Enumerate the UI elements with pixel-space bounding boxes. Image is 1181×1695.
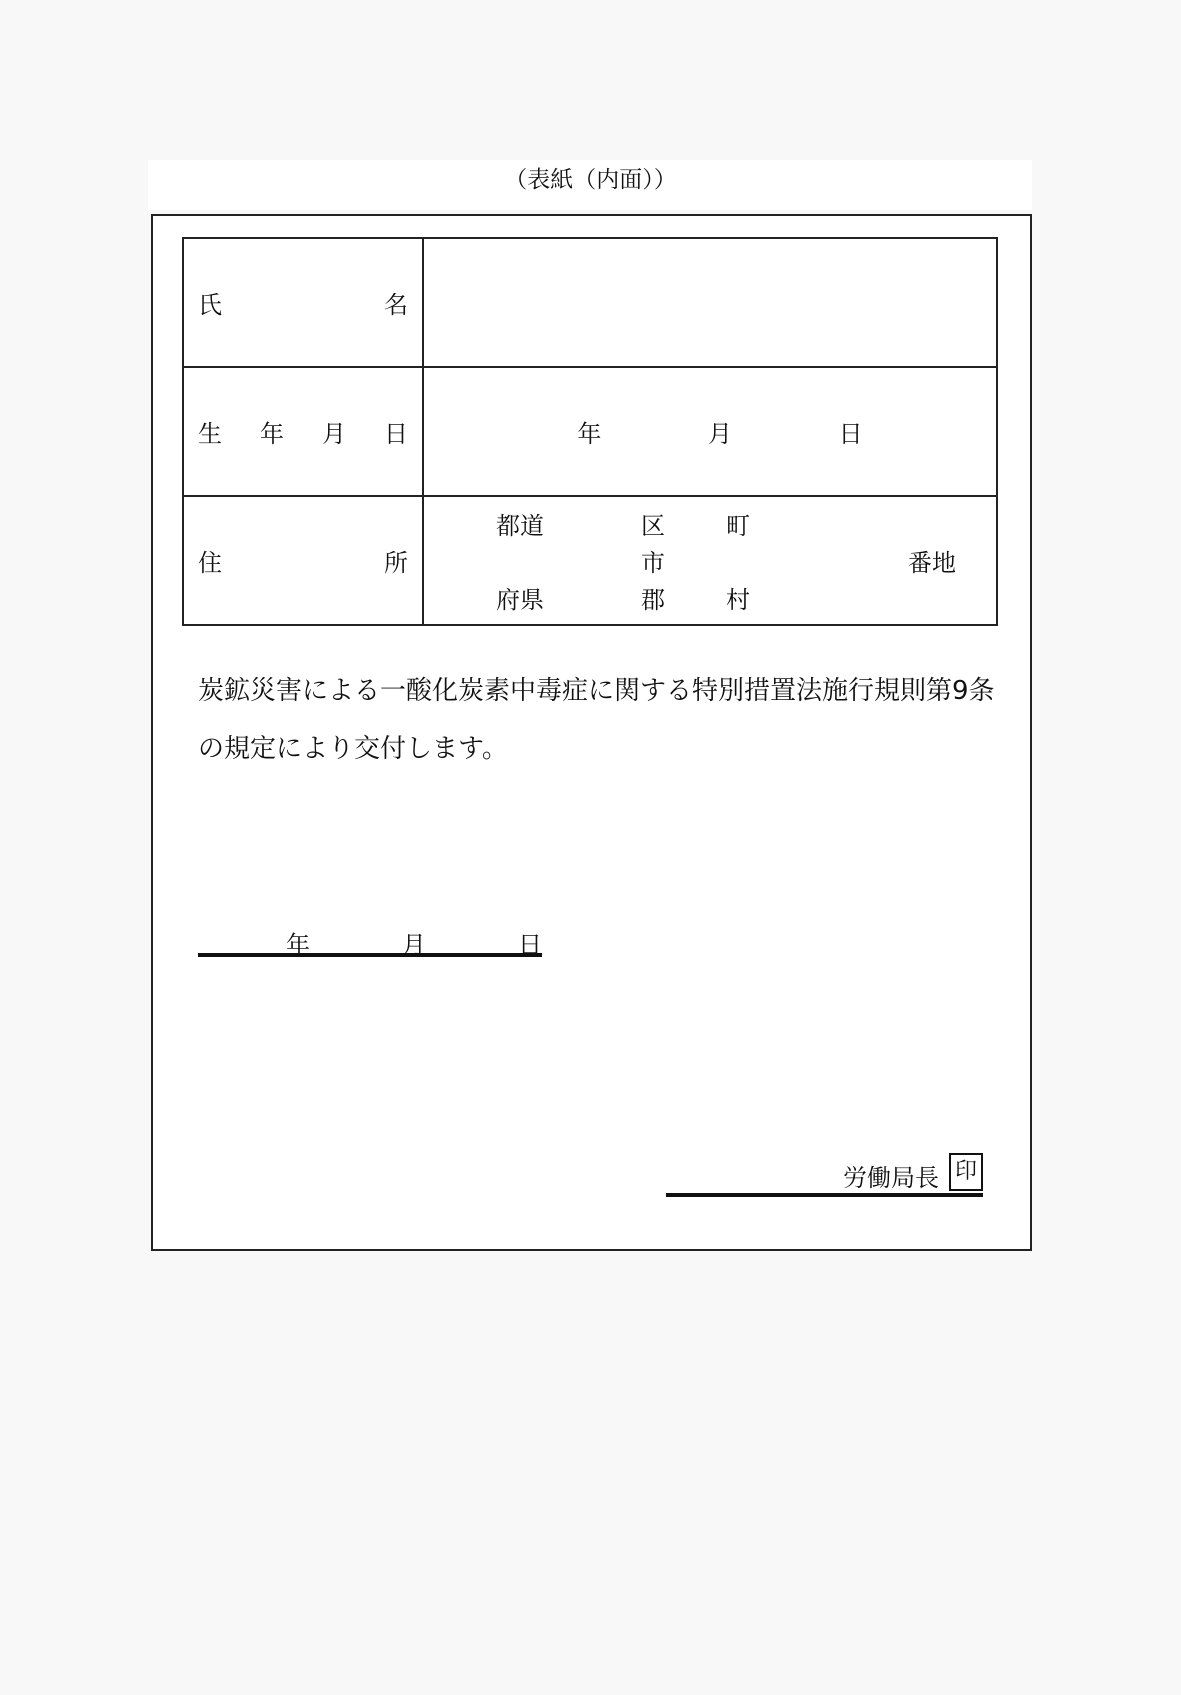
issue-day: 日: [518, 931, 542, 959]
name-label-cell: [183, 238, 423, 367]
county: 郡: [641, 586, 665, 614]
ward: 区: [641, 512, 665, 540]
signature-field[interactable]: [666, 1155, 983, 1197]
issue-date-field[interactable]: [198, 925, 542, 957]
issue-year: 年: [286, 931, 310, 959]
issuance-statement: 炭鉱災害による一酸化炭素中毒症に関する特別措置法施行規則第9条の規定により交付します。: [198, 676, 995, 764]
address-field[interactable]: [423, 496, 997, 625]
prefecture-todo: 都道: [496, 512, 544, 540]
dob-month: 月: [707, 420, 732, 448]
city: 市: [641, 549, 665, 577]
dob-label-cell: [183, 367, 423, 496]
village: 村: [726, 586, 750, 614]
lot-number: 番地: [908, 549, 956, 577]
personal-info-table: [182, 237, 998, 626]
label-char: 年: [260, 420, 284, 448]
signature-label: 労働局長: [843, 1164, 939, 1192]
label-char: 所: [384, 549, 408, 577]
issue-month: 月: [402, 931, 426, 959]
label-char: 名: [384, 291, 408, 319]
table-row-dob: [183, 367, 997, 496]
label-char: 住: [198, 549, 222, 577]
name-field[interactable]: [423, 238, 997, 367]
dob-day: 日: [838, 420, 863, 448]
label-char: 日: [384, 420, 408, 448]
prefecture-fuken: 府県: [496, 586, 544, 614]
label-char: 氏: [198, 291, 222, 319]
address-label-cell: [183, 496, 423, 625]
page-title: （表紙（内面））: [504, 167, 677, 193]
seal-icon: 印: [949, 1153, 983, 1191]
table-row-name: [183, 238, 997, 367]
label-char: 生: [198, 420, 222, 448]
town: 町: [726, 512, 750, 540]
dob-field[interactable]: [423, 367, 997, 496]
table-row-address: [183, 496, 997, 625]
dob-year: 年: [577, 420, 602, 448]
label-char: 月: [322, 420, 346, 448]
